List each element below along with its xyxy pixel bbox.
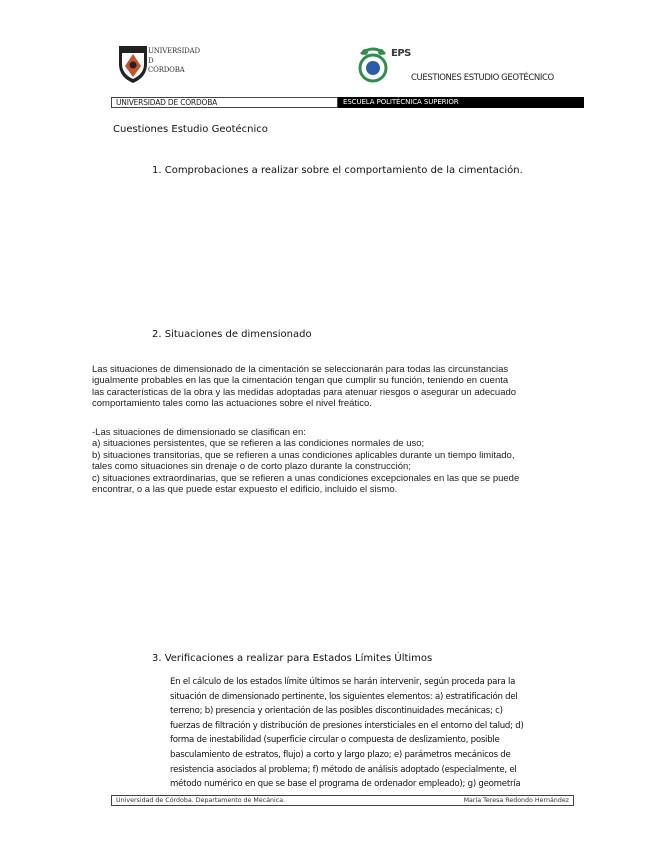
footer-department: Universidad de Córdoba. Departamento de Mecánica. — [116, 797, 286, 804]
text-line: En el cálculo de los estados límite últimos se harán intervenir, según proceda para la — [170, 677, 516, 687]
header-bar-university: UNIVERSIDAD DE CÓRDOBA — [111, 97, 338, 108]
university-logo-line: CÓRDOBA — [148, 66, 185, 74]
university-logo-text — [148, 47, 200, 76]
text-line: comportamiento tales como las actuaciones sobre el nivel freático. — [92, 398, 372, 410]
text-line: basculamiento de estratos, flujo) a corto y largo plazo; e) parámetros mecánicos de — [170, 749, 511, 760]
footer-author: María Teresa Redondo Hernández — [463, 797, 569, 804]
text-line: resistencia asociados al problema; f) método de análisis adoptado (especialmente, el — [170, 764, 517, 775]
section-3-paragraph — [170, 675, 580, 792]
text-line: fuerzas de filtración y distribución de presiones intersticiales en el entorno del talud; d) — [170, 720, 524, 731]
text-line: situación de dimensionado pertinente, los siguientes elementos: a) estratificación del — [170, 691, 518, 702]
text-line: Las situaciones de dimensionado de la cimentación se seleccionarán para todas las circunstancias — [92, 364, 509, 375]
section-heading-3: 3. Verificaciones a realizar para Estados Límites Últimos — [152, 653, 433, 664]
text-line: método numérico en que se base el programa de ordenador empleado); g) geometría — [170, 779, 521, 790]
header-document-title: CUESTIONES ESTUDIO GEOTÉCNICO — [411, 73, 554, 83]
university-logo-line: D — [148, 56, 154, 65]
text-line: tales como situaciones sin drenaje o de corto plazo durante la construcción; — [92, 461, 411, 473]
document-title: Cuestiones Estudio Geotécnico — [113, 124, 268, 135]
section-2-paragraph-1 — [92, 364, 592, 410]
university-crest-logo — [116, 44, 150, 84]
text-line: las características de la obra y las medidas adoptadas para atenuar riesgos o asegurar un adecuado — [92, 386, 517, 398]
text-line: c) situaciones extraordinarias, que se refieren a unas condiciones excepcionales en las que se puede — [92, 472, 520, 484]
header-bar-school: ESCUELA POLITÉCNICA SUPERIOR — [338, 97, 584, 108]
eps-logo-text: EPS — [391, 48, 411, 59]
text-line: terreno; b) presencia y orientación de las posibles discontinuidades mecánicas; c) — [170, 706, 503, 717]
text-line: igualmente probables en las que la cimentación tengan que cumplir su función, teniendo en cuenta — [92, 375, 509, 387]
section-heading-1: 1. Comprobaciones a realizar sobre el comportamiento de la cimentación. — [152, 165, 523, 176]
section-2-paragraph-2 — [92, 427, 592, 495]
text-line: b) situaciones transitorias, que se refieren a unas condiciones aplicables durante un tiempo limitado, — [92, 449, 515, 461]
university-logo-line: UNIVERSIDAD — [148, 47, 200, 55]
text-line: a) situaciones persistentes, que se refieren a las condiciones normales de uso; — [92, 438, 425, 450]
section-heading-2: 2. Situaciones de dimensionado — [152, 329, 312, 340]
text-line: forma de inestabilidad (superficie circular o compuesta de deslizamiento, posible — [170, 735, 500, 746]
page-footer — [111, 795, 574, 806]
text-line: -Las situaciones de dimensionado se clasifican en: — [92, 427, 306, 438]
text-line: encontrar, o a las que puede estar expuesto el edificio, incluido el sismo. — [92, 484, 398, 496]
eps-school-logo — [356, 44, 390, 84]
